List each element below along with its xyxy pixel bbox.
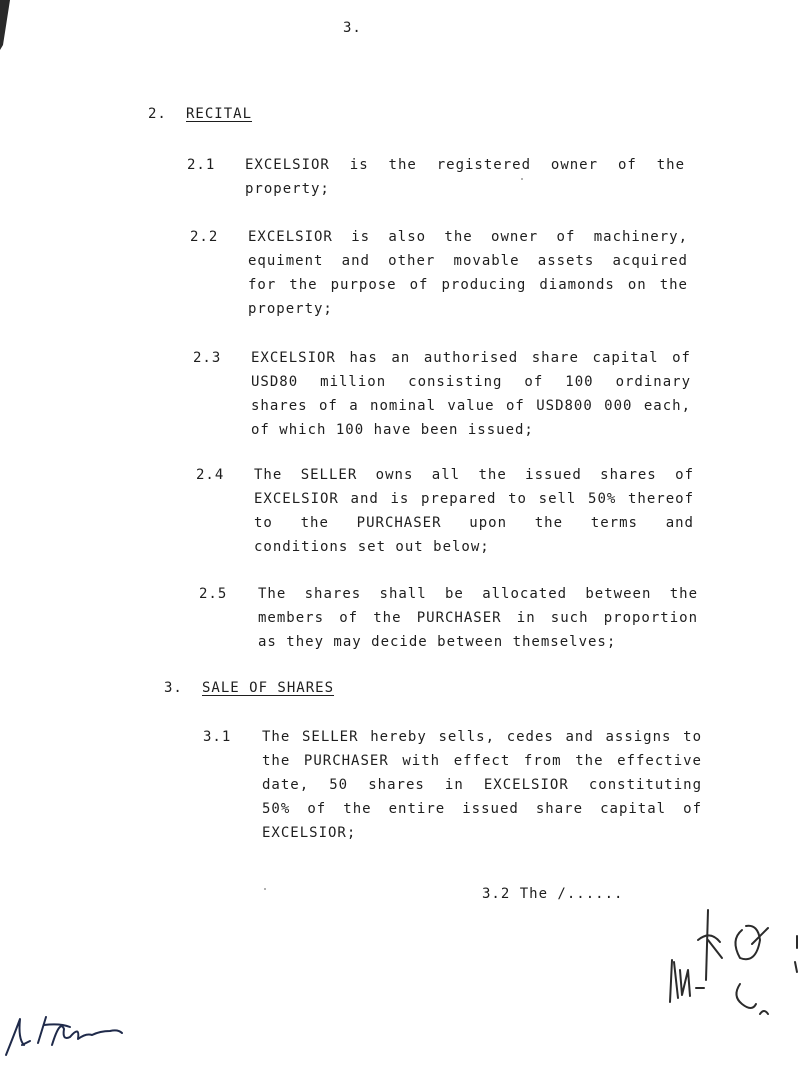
- clause-line: date, 50 shares in EXCELSIOR constituting: [262, 777, 702, 793]
- initials-signature-right: [660, 900, 800, 1030]
- clause-line: of which 100 have been issued;: [251, 422, 534, 438]
- clause-line: EXCELSIOR is the registered owner of the: [245, 157, 685, 173]
- clause-line: to the PURCHASER upon the terms and: [254, 515, 694, 531]
- clause-line: conditions set out below;: [254, 539, 490, 555]
- clause-line: The SELLER owns all the issued shares of: [254, 467, 694, 483]
- clause-line: 50% of the entire issued share capital of: [262, 801, 702, 817]
- clause-line: for the purpose of producing diamonds on the: [248, 277, 688, 293]
- clause-line: property;: [245, 181, 330, 197]
- scan-speck: [521, 178, 523, 180]
- clause-line: members of the PURCHASER in such proportion: [258, 610, 698, 626]
- scan-speck: [264, 888, 266, 890]
- section-heading-recital: [148, 106, 252, 122]
- clause-line: EXCELSIOR and is prepared to sell 50% thereof: [254, 491, 694, 507]
- section-number: 3.: [164, 680, 183, 696]
- continuation-note: 3.2 The /......: [482, 886, 624, 902]
- section-number: 2.: [148, 106, 167, 122]
- clause-number: 2.2: [190, 229, 219, 245]
- clause-number: 2.4: [196, 467, 225, 483]
- clause-line: equiment and other movable assets acquired: [248, 253, 688, 269]
- clause-line: EXCELSIOR is also the owner of machinery,: [248, 229, 688, 245]
- clause-number: 2.3: [193, 350, 222, 366]
- clause-line: EXCELSIOR;: [262, 825, 357, 841]
- clause-line: The SELLER hereby sells, cedes and assigns to: [262, 729, 702, 745]
- section-title: SALE OF SHARES: [202, 680, 335, 696]
- clause-line: USD80 million consisting of 100 ordinary: [251, 374, 691, 390]
- clause-line: as they may decide between themselves;: [258, 634, 617, 650]
- signature-left: [0, 1005, 130, 1065]
- clause-number: 3.1: [203, 729, 232, 745]
- page-number: 3.: [343, 20, 362, 36]
- scan-edge-mark: [0, 0, 14, 60]
- section-heading-sale-of-shares: [164, 680, 334, 696]
- clause-line: the PURCHASER with effect from the effective: [262, 753, 702, 769]
- clause-number: 2.5: [199, 586, 228, 602]
- clause-line: shares of a nominal value of USD800 000 each,: [251, 398, 691, 414]
- clause-line: EXCELSIOR has an authorised share capital of: [251, 350, 691, 366]
- section-title: RECITAL: [186, 106, 253, 122]
- clause-number: 2.1: [187, 157, 216, 173]
- clause-line: property;: [248, 301, 333, 317]
- clause-line: The shares shall be allocated between the: [258, 586, 698, 602]
